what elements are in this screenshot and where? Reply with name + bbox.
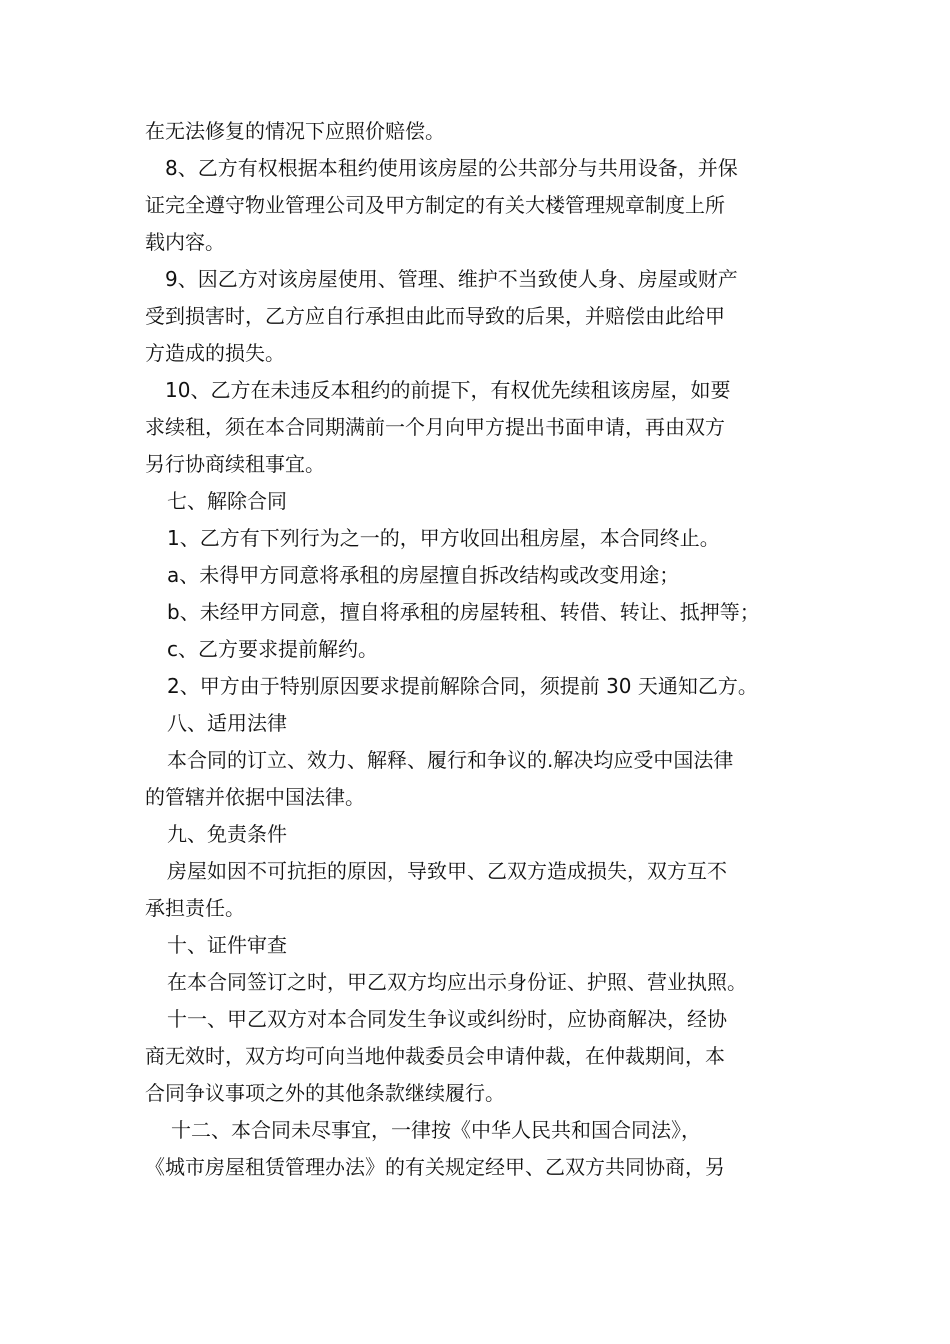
clause-10-line: 求续租，须在本合同期满前一个月向甲方提出书面申请，再由双方 <box>145 415 725 439</box>
clause-line: c、乙方要求提前解约。 <box>167 637 378 661</box>
paragraph-line: 在本合同签订之时，甲乙双方均应出示身份证、护照、营业执照。 <box>167 970 747 994</box>
section-12-line: 十二、本合同未尽事宜，一律按《中华人民共和国合同法》， <box>171 1118 701 1142</box>
clause-line: b、未经甲方同意，擅自将承租的房屋转租、转借、转让、抵押等； <box>167 600 760 624</box>
clause-line: 1、乙方有下列行为之一的，甲方收回出租房屋，本合同终止。 <box>167 526 720 550</box>
clause-9-line: 方造成的损失。 <box>145 341 285 365</box>
section-heading-9: 九、免责条件 <box>167 822 287 846</box>
paragraph-line: 承担责任。 <box>145 896 245 920</box>
clause-10-line: 另行协商续租事宜。 <box>145 452 325 476</box>
text-line: 在无法修复的情况下应照价赔偿。 <box>145 119 445 143</box>
clause-9-line: 受到损害时，乙方应自行承担由此而导致的后果，并赔偿由此给甲 <box>145 304 725 328</box>
section-11-line: 商无效时，双方均可向当地仲裁委员会申请仲裁，在仲裁期间，本 <box>145 1044 725 1068</box>
section-11-line: 合同争议事项之外的其他条款继续履行。 <box>145 1081 505 1105</box>
paragraph-line: 的管辖并依据中国法律。 <box>145 785 365 809</box>
section-heading-7: 七、解除合同 <box>167 489 287 513</box>
section-12-line: 《城市房屋租赁管理办法》的有关规定经甲、乙双方共同协商，另 <box>145 1155 725 1179</box>
clause-line: a、未得甲方同意将承租的房屋擅自拆改结构或改变用途； <box>167 563 680 587</box>
clause-8-line: 证完全遵守物业管理公司及甲方制定的有关大楼管理规章制度上所 <box>145 193 725 217</box>
paragraph-line: 房屋如因不可抗拒的原因，导致甲、乙双方造成损失，双方互不 <box>167 859 727 883</box>
clause-8-line: 载内容。 <box>145 230 225 254</box>
paragraph-line: 本合同的订立、效力、解释、履行和争议的.解决均应受中国法律 <box>167 748 734 772</box>
clause-9-line: 9、因乙方对该房屋使用、管理、维护不当致使人身、房屋或财产 <box>165 267 738 291</box>
clause-8-line: 8、乙方有权根据本租约使用该房屋的公共部分与共用设备，并保 <box>165 156 738 180</box>
section-11-line: 十一、甲乙双方对本合同发生争议或纠纷时，应协商解决，经协 <box>167 1007 727 1031</box>
section-heading-8: 八、适用法律 <box>167 711 287 735</box>
contract-text-body <box>145 113 815 1186</box>
clause-10-line: 10、乙方在未违反本租约的前提下，有权优先续租该房屋，如要 <box>165 378 731 402</box>
section-heading-10: 十、证件审查 <box>167 933 287 957</box>
clause-line: 2、甲方由于特别原因要求提前解除合同，须提前 30 天通知乙方。 <box>167 674 758 698</box>
